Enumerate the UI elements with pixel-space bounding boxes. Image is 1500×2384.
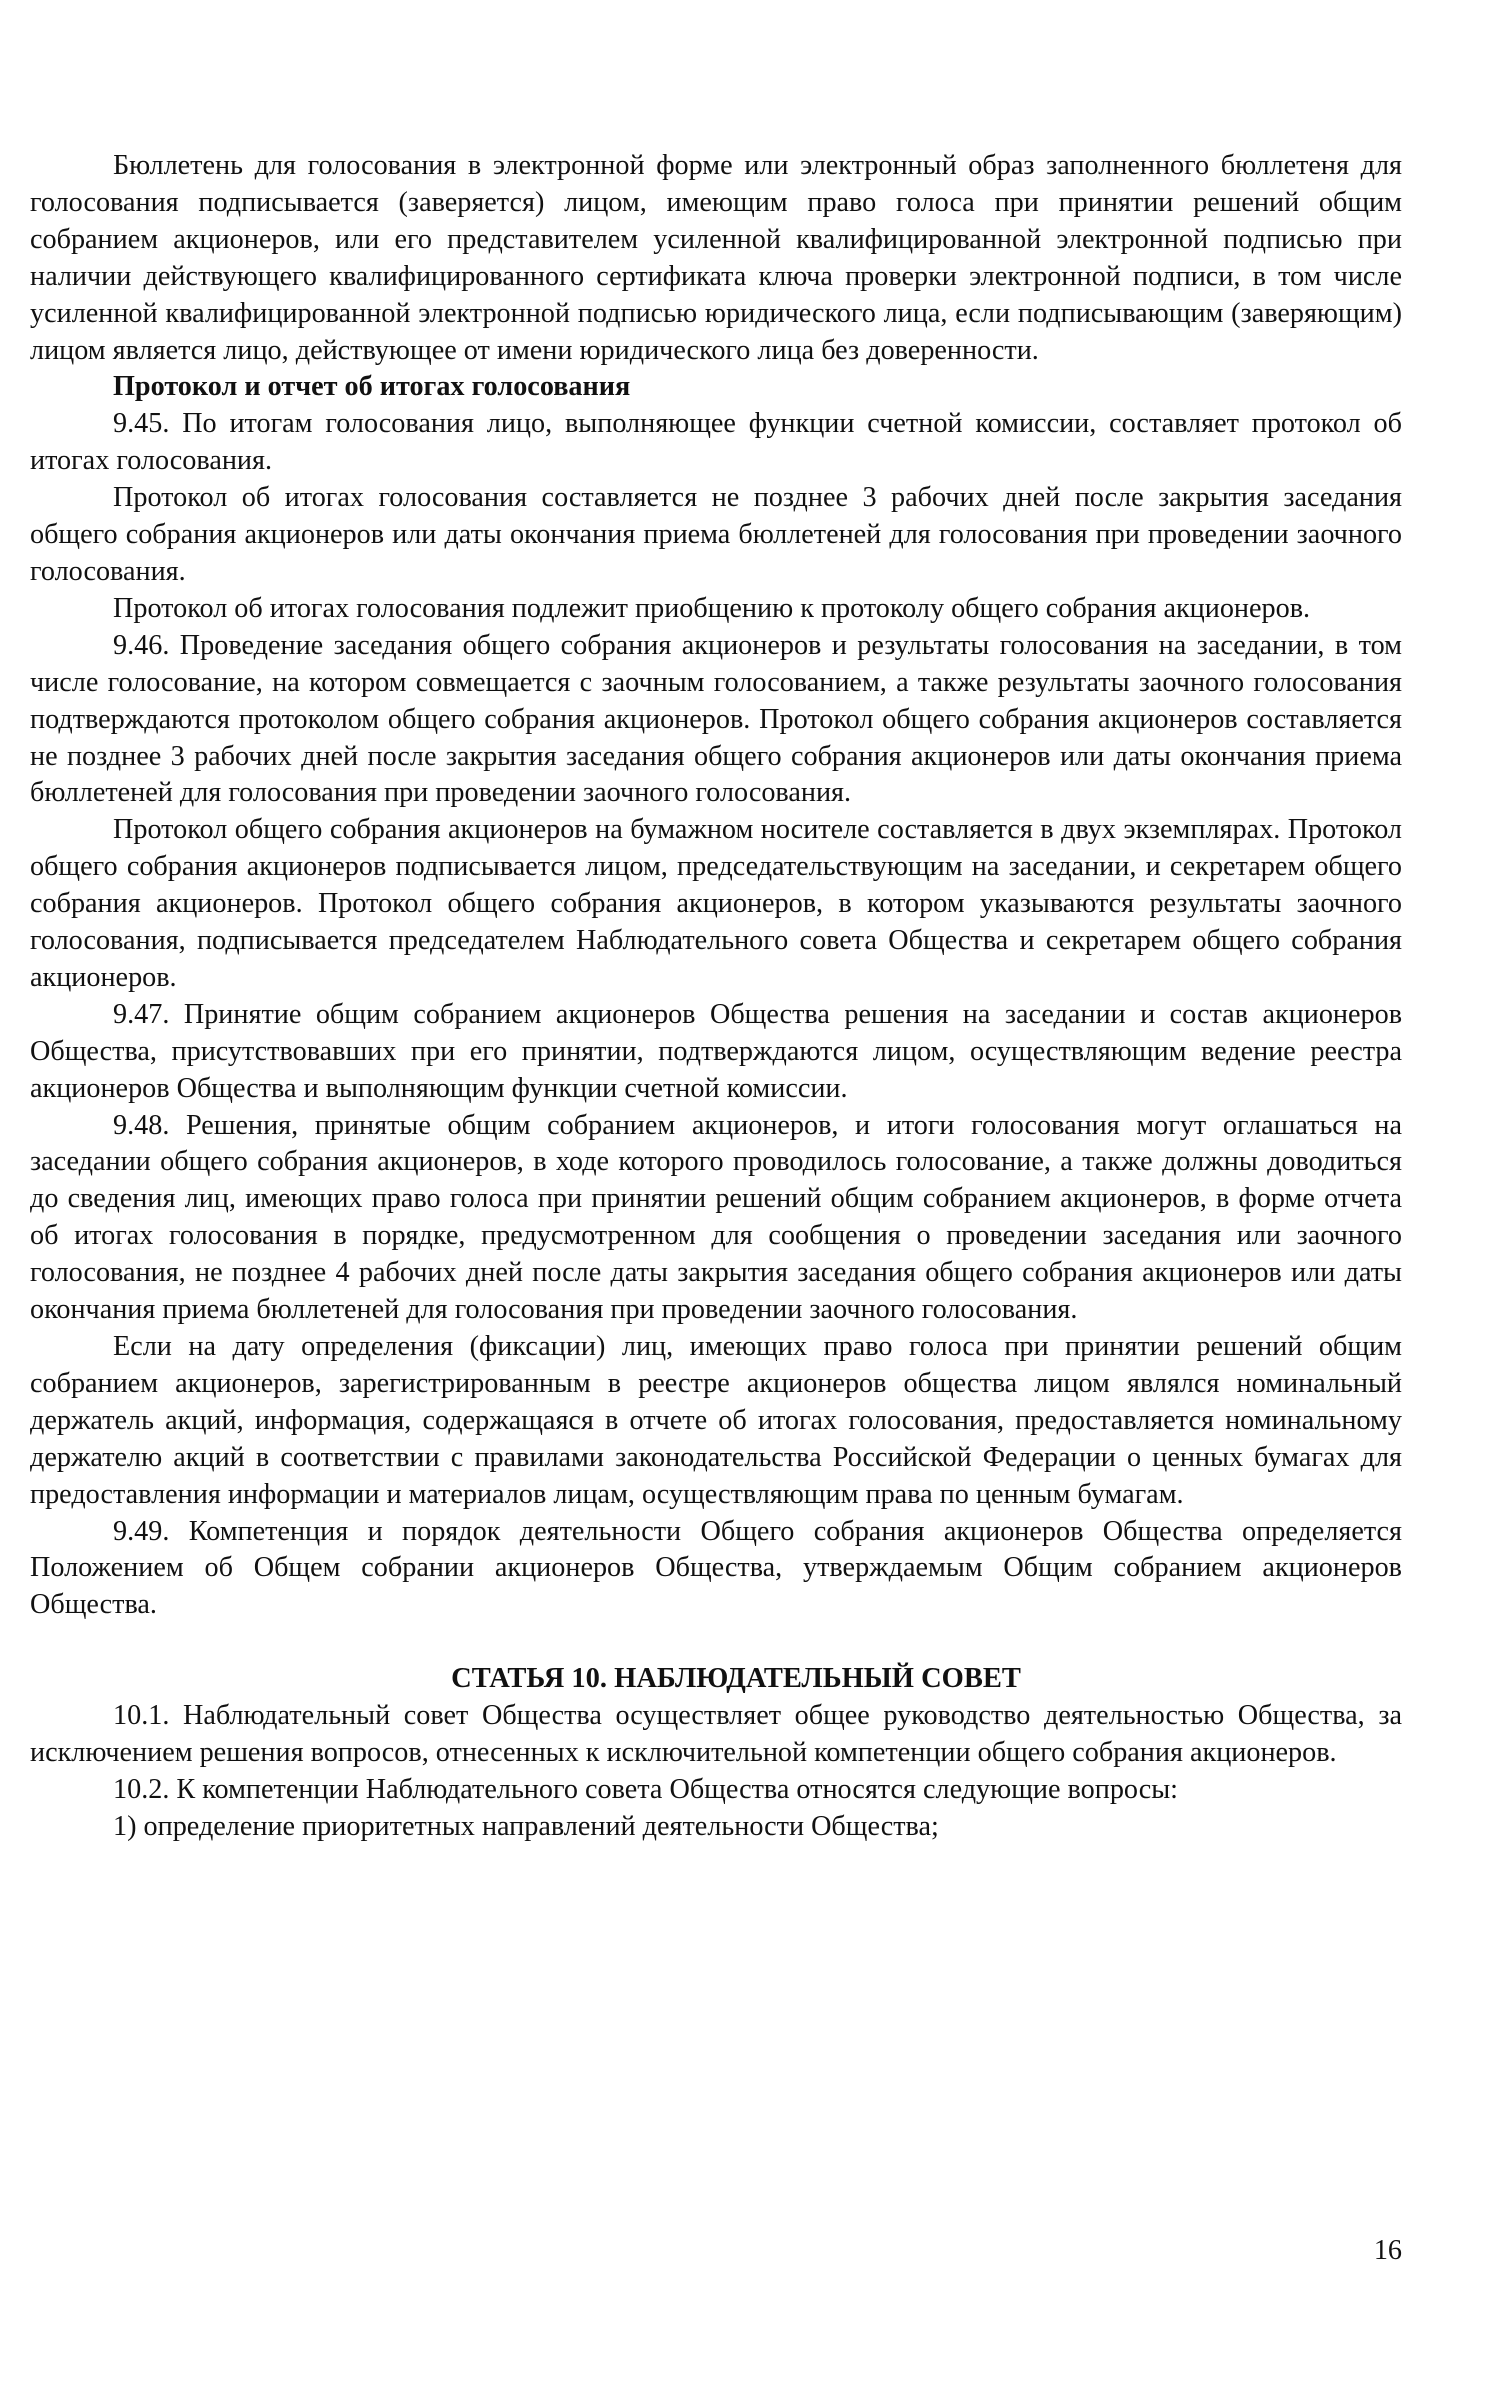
paragraph: 9.47. Принятие общим собранием акционеров Общества решения на заседании и состав акционеров Общества, присутствовавших при его принятии, подтверждаются лицом, осуществляющим ведение реестра акционеров Общества и выполняющим функции счетной комиссии. (30, 998, 1402, 1104)
paragraph: Протокол общего собрания акционеров на бумажном носителе составляется в двух экземплярах. Протокол общего собрания акционеров подписывается лицом, председательствующим на заседании, и секретарем общего собрания акционеров. Протокол общего собрания акционеров, в котором указываются результаты заочного голосования, подписывается председателем Наблюдательного совета Общества и секретарем общего собрания акционеров. (30, 814, 1402, 993)
paragraph: 10.2. К компетенции Наблюдательного совета Общества относятся следующие вопросы: (113, 1773, 1179, 1805)
paragraph: Протокол об итогах голосования составляется не позднее 3 рабочих дней после закрытия заседания общего собрания акционеров или даты окончания приема бюллетеней для голосования при проведении заочного голосования. (30, 482, 1402, 587)
paragraph: 9.49. Компетенция и порядок деятельности Общего собрания акционеров Общества определяется Положением об Общем собрании акционеров Общества, утверждаемым Общим собранием акционеров Общества. (30, 1515, 1402, 1621)
paragraph: 9.45. По итогам голосования лицо, выполняющее функции счетной комиссии, составляет протокол об итогах голосования. (30, 408, 1402, 477)
paragraph: 9.46. Проведение заседания общего собрания акционеров и результаты голосования на заседании, в том числе голосование, на котором совмещается с заочным голосованием, а также результаты заочного голосования подтверждаются протоколом общего собрания акционеров. Протокол общего собрания акционеров составляется не позднее 3 рабочих дней после закрытия заседания общего собрания акционеров или даты окончания приема бюллетеней для голосования при проведении заочного голосования. (30, 629, 1402, 809)
page-body (30, 148, 1402, 1846)
paragraph: 10.1. Наблюдательный совет Общества осуществляет общее руководство деятельностью Общества, за исключением решения вопросов, отнесенных к исключительной компетенции общего собрания акционеров. (30, 1700, 1402, 1769)
section-article-10 (30, 1698, 1402, 1846)
paragraph: Протокол об итогах голосования подлежит приобщению к протоколу общего собрания акционеров. (113, 592, 1311, 624)
section-before-article (30, 148, 1402, 1624)
article-heading: СТАТЬЯ 10. НАБЛЮДАТЕЛЬНЫЙ СОВЕТ (451, 1663, 1021, 1695)
page-number: 16 (1373, 2235, 1402, 2266)
section-subheading: Протокол и отчет об итогах голосования (113, 371, 631, 403)
paragraph: Если на дату определения (фиксации) лиц, имеющих право голоса при принятии решений общим собранием акционеров, зарегистрированным в реестре акционеров общества лицом являлся номинальный держатель акций, информация, содержащаяся в отчете об итогах голосования, предоставляется номинальному держателю акций в соответствии с правилами законодательства Российской Федерации о ценных бумагах для предоставления информации и материалов лицам, осуществляющим права по ценным бумагам. (30, 1331, 1402, 1510)
paragraph: Бюллетень для голосования в электронной форме или электронный образ заполненного бюллетеня для голосования подписывается (заверяется) лицом, имеющим право голоса при принятии решений общим собранием акционеров, или его представителем усиленной квалифицированной электронной подписью при наличии действующего квалифицированного сертификата ключа проверки электронной подписи, в том числе усиленной квалифицированной электронной подписью юридического лица, если подписывающим (заверяющим) лицом является лицо, действующее от имени юридического лица без доверенности. (30, 150, 1402, 366)
paragraph: 1) определение приоритетных направлений деятельности Общества; (113, 1810, 939, 1842)
paragraph: 9.48. Решения, принятые общим собранием акционеров, и итоги голосования могут оглашаться на заседании общего собрания акционеров, в ходе которого проводилось голосование, а также должны доводиться до сведения лиц, имеющих право голоса при принятии решений общим собранием акционеров, в форме отчета об итогах голосования в порядке, предусмотренном для сообщения о проведении заседания или заочного голосования, не позднее 4 рабочих дней после даты закрытия заседания общего собрания акционеров или даты окончания приема бюллетеней для голосования при проведении заочного голосования. (30, 1109, 1402, 1326)
